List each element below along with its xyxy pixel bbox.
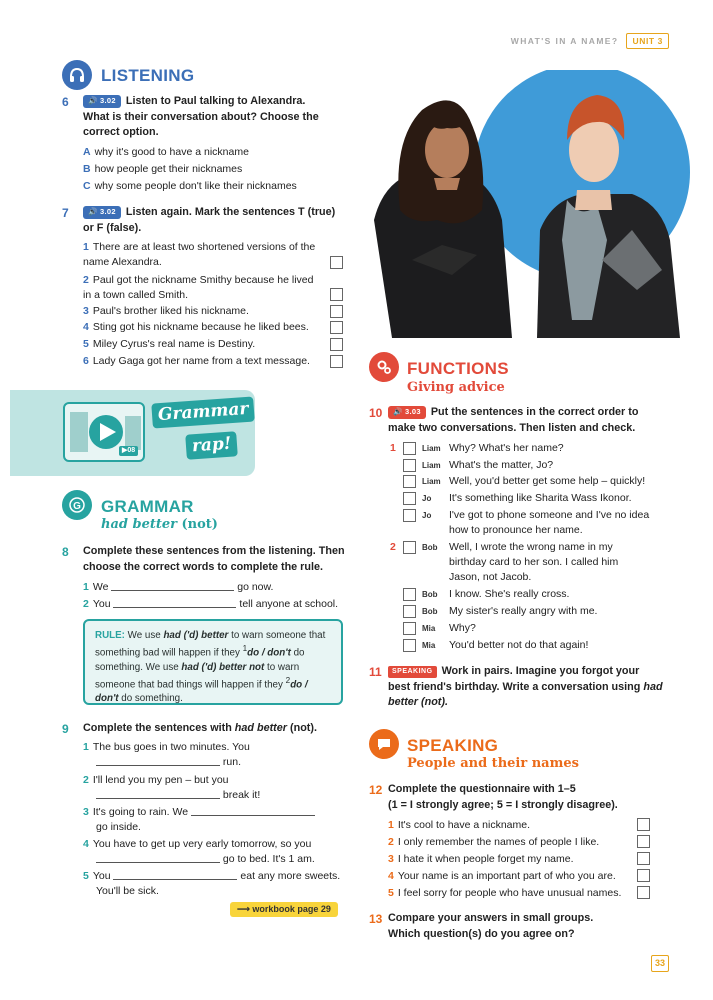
item-text: There are at least two shortened versions of the name Alexandra. <box>83 241 316 269</box>
item-number: 5 <box>83 338 89 350</box>
functions-section-icon <box>369 352 399 382</box>
conversation-number: 1 <box>390 442 396 454</box>
order-box[interactable] <box>403 475 416 488</box>
grammar-section-icon <box>62 490 92 520</box>
item-line: You have to get up very early tomorrow, so you <box>92 838 312 850</box>
ex6-instruction <box>83 94 333 141</box>
item-number: 2 <box>388 836 394 848</box>
ex7-instruction <box>83 205 348 236</box>
item-number: 5 <box>388 887 394 899</box>
rule-had-better-not: had ('d) better not <box>181 661 265 673</box>
rating-box[interactable] <box>637 852 650 865</box>
conversation-line <box>388 638 678 655</box>
ex9-instruction-c: (not). <box>290 722 317 734</box>
ex9-instruction-a: Complete the sentences with <box>83 722 232 734</box>
ex7-item <box>83 337 255 352</box>
conversation-number: 2 <box>390 541 396 553</box>
workbook-link[interactable]: ⟶ workbook page 29 <box>230 902 338 917</box>
tf-checkbox[interactable] <box>330 321 343 334</box>
answer-gap[interactable] <box>111 581 234 591</box>
item-text: I only remember the names of people I like. <box>397 836 600 848</box>
answer-gap[interactable] <box>96 789 220 799</box>
item-number: 4 <box>388 870 394 882</box>
grammar-rap-word2: rap! <box>185 431 238 459</box>
tf-checkbox[interactable] <box>330 355 343 368</box>
order-box[interactable] <box>403 459 416 472</box>
utterance: It's something like Sharita Wass Ikonor. <box>449 492 632 504</box>
gears-icon <box>375 358 393 376</box>
item-number: 5 <box>83 870 89 882</box>
tf-checkbox[interactable] <box>330 288 343 301</box>
ex9-item <box>83 837 343 867</box>
video-badge: ▶08 <box>119 446 138 456</box>
option-text: how people get their nicknames <box>94 163 243 175</box>
rule-text: to warn someone that bad things will happen if they <box>95 661 300 691</box>
ex13-number: 13 <box>369 912 383 926</box>
tf-checkbox[interactable] <box>330 256 343 269</box>
answer-gap[interactable] <box>96 756 220 766</box>
option-letter: B <box>83 163 91 175</box>
order-box[interactable] <box>403 492 416 505</box>
order-box[interactable] <box>403 622 416 635</box>
ex10-number: 10 <box>369 406 383 420</box>
item-number: 1 <box>83 581 89 593</box>
item-post: go now. <box>237 581 274 593</box>
item-number: 3 <box>83 806 89 818</box>
rule-text: do something. <box>121 693 183 705</box>
utterance: My sister's really angry with me. <box>449 605 598 617</box>
item-number: 3 <box>388 853 394 865</box>
rule-had-better: had ('d) better <box>163 630 229 641</box>
speaker-name: Jo <box>422 494 432 503</box>
ex12-instruction <box>388 782 663 813</box>
ex7-item <box>83 240 323 270</box>
ex8-item <box>83 580 273 595</box>
questionnaire-item <box>388 852 574 867</box>
rule-text: do something. We use <box>95 647 305 673</box>
ex9-instruction-b: had better <box>234 722 287 734</box>
grammar-title: GRAMMAR <box>101 497 194 516</box>
option-text: why it's good to have a nickname <box>94 146 249 158</box>
item-number: 1 <box>388 819 394 831</box>
tf-checkbox[interactable] <box>330 305 343 318</box>
rating-box[interactable] <box>637 869 650 882</box>
item-pre: You <box>92 870 111 882</box>
svg-text:G: G <box>73 501 81 512</box>
grammar-rap-word1: Grammar <box>151 396 255 428</box>
grammar-subtitle <box>101 516 218 535</box>
option-letter: A <box>83 146 91 158</box>
speaker-name: Liam <box>422 477 441 486</box>
rating-box[interactable] <box>637 835 650 848</box>
listening-title: LISTENING <box>101 66 195 85</box>
item-pre: We <box>92 581 109 593</box>
speaker-name: Mia <box>422 624 436 633</box>
grammar-rap-banner[interactable] <box>10 390 255 476</box>
item-line: You'll be sick. <box>96 885 159 898</box>
ex8-number: 8 <box>62 545 69 559</box>
speaker-name: Jo <box>422 511 432 520</box>
grammar-rule-box <box>83 619 343 705</box>
option-text: why some people don't like their nicknames <box>94 180 297 192</box>
speaker-name: Liam <box>422 444 441 453</box>
grammar-g-icon <box>68 496 86 514</box>
workbook-text: workbook page 29 <box>252 904 331 914</box>
order-box[interactable] <box>403 541 416 554</box>
rating-box[interactable] <box>637 818 650 831</box>
speaker-name: Mia <box>422 641 436 650</box>
ex6-option-c[interactable] <box>83 179 297 194</box>
audio-badge[interactable]: 🔊 3.02 <box>83 95 121 108</box>
speaking-tag: SPEAKING <box>388 666 437 678</box>
speaking-section-icon <box>369 729 399 759</box>
utterance: Well, I wrote the wrong name in my birthday card to her son. I called him Jason, not Jacob. <box>449 541 619 584</box>
speaker-name: Liam <box>422 461 441 470</box>
conversation-line <box>388 587 678 604</box>
item-post: eat any more sweets. <box>240 870 341 882</box>
order-box[interactable] <box>403 442 416 455</box>
rule-text: We use <box>127 630 161 641</box>
functions-subtitle: Giving advice <box>407 380 505 395</box>
ex9-number: 9 <box>62 722 69 736</box>
ex9-item <box>83 773 343 803</box>
answer-gap[interactable] <box>113 870 237 880</box>
rule-gap-number: 1 <box>242 644 248 654</box>
utterance: Why? What's her name? <box>449 442 564 454</box>
video-badge-number: 08 <box>127 447 136 454</box>
ex7-number: 7 <box>62 206 69 220</box>
ex11-number: 11 <box>369 665 382 679</box>
header-title: WHAT'S IN A NAME? <box>510 36 619 46</box>
conversation-line <box>388 491 678 508</box>
item-number: 2 <box>83 598 89 610</box>
speech-bubble-icon <box>375 735 393 753</box>
headphones-icon <box>68 66 86 84</box>
item-number: 4 <box>83 321 89 333</box>
item-number: 4 <box>83 838 89 850</box>
utterance: I know. She's really cross. <box>449 588 570 600</box>
ex10-instruction <box>388 405 663 436</box>
order-box[interactable] <box>403 639 416 652</box>
rule-choice-2[interactable]: do / don't <box>95 679 308 705</box>
answer-gap[interactable] <box>113 598 236 608</box>
conversation-line <box>388 474 678 491</box>
running-header <box>511 33 669 49</box>
ex9-instruction <box>83 721 317 737</box>
photo-two-students <box>362 70 690 338</box>
rating-box[interactable] <box>637 886 650 899</box>
conversation-line <box>388 508 678 540</box>
ex12-instruction-b: (1 = I strongly agree; 5 = I strongly disagree). <box>388 798 618 811</box>
audio-track: 3.03 <box>405 407 421 416</box>
item-number: 2 <box>83 274 89 286</box>
item-text: Paul got the nickname Smithy because he lived in a town called Smith. <box>83 274 314 302</box>
item-number: 1 <box>83 241 89 253</box>
grammar-subtitle-b: (not) <box>181 517 218 532</box>
item-line: It's going to rain. We <box>92 806 189 818</box>
ex12-instruction-a: Complete the questionnaire with 1–5 <box>388 783 576 795</box>
questionnaire-item <box>388 886 621 901</box>
item-line: The bus goes in two minutes. You <box>92 741 250 753</box>
speaking-title: SPEAKING <box>407 736 499 755</box>
item-number: 3 <box>83 305 89 317</box>
item-line: I'll lend you my pen – but you <box>92 774 229 786</box>
item-post: run. <box>222 756 242 769</box>
audio-track: 3.02 <box>100 207 116 216</box>
item-text: Lady Gaga got her name from a text message. <box>92 355 310 367</box>
functions-title: FUNCTIONS <box>407 359 509 378</box>
item-post: break it! <box>222 789 261 802</box>
conversation-line <box>388 540 678 588</box>
rule-gap-number: 2 <box>285 675 291 685</box>
ex10-instruction-text: Put the sentences in the correct order to make two conversations. Then listen and check. <box>388 406 639 434</box>
audio-badge[interactable]: 🔊 3.02 <box>83 206 121 219</box>
ex13-instruction: Compare your answers in small groups. Which question(s) do you agree on? <box>388 912 594 940</box>
ex7-item <box>83 273 323 303</box>
item-text: Miley Cyrus's real name is Destiny. <box>92 338 256 350</box>
ex11-instruction-a: Work in pairs. Imagine you forgot your best friend's birthday. Write a conversation using <box>388 665 641 693</box>
rule-label: RULE: <box>95 630 125 641</box>
utterance: Well, you'd better get some help – quickly! <box>449 475 646 487</box>
ex11-instruction <box>388 664 663 711</box>
photo <box>362 70 690 338</box>
ex6-option-a[interactable] <box>83 145 249 160</box>
item-pre: You <box>92 598 111 610</box>
option-letter: C <box>83 180 91 192</box>
item-post: go inside. <box>96 821 141 834</box>
ex7-item <box>83 354 310 369</box>
item-text: It's cool to have a nickname. <box>397 819 531 831</box>
item-number: 1 <box>83 741 89 753</box>
questionnaire-item <box>388 835 599 850</box>
ex9-item <box>83 805 343 835</box>
ex6-number: 6 <box>62 95 69 109</box>
ex9-item <box>83 740 343 770</box>
item-post: tell anyone at school. <box>239 598 339 610</box>
speaker-name: Bob <box>422 590 438 599</box>
speaker-name: Bob <box>422 607 438 616</box>
rule-text: to warn someone that something bad will happen if they <box>95 630 326 659</box>
audio-badge[interactable]: 🔊 3.03 <box>388 406 426 419</box>
questionnaire-item <box>388 869 616 884</box>
tf-checkbox[interactable] <box>330 338 343 351</box>
grammar-subtitle-a: had better <box>101 517 177 532</box>
item-text: I feel sorry for people who have unusual names. <box>397 887 622 899</box>
conversation-line <box>388 458 678 475</box>
video-thumbnail[interactable] <box>63 402 145 462</box>
ex7-instruction-text: Listen again. Mark the sentences T (true) or F (false). <box>83 206 336 234</box>
ex6-instruction-text: Listen to Paul talking to Alexandra. What is their conversation about? Choose the correct option. <box>83 95 319 139</box>
ex6-option-b[interactable] <box>83 162 242 177</box>
item-text: Sting got his nickname because he liked bees. <box>92 321 309 333</box>
item-text: I hate it when people forget my name. <box>397 853 574 865</box>
order-box[interactable] <box>403 588 416 601</box>
unit-badge: UNIT 3 <box>626 33 669 49</box>
utterance: What's the matter, Jo? <box>449 459 554 471</box>
ex11-instruction-b: had better (not). <box>388 680 663 709</box>
ex7-item <box>83 320 309 335</box>
speaker-name: Bob <box>422 543 438 552</box>
ex8-item <box>83 597 338 612</box>
conversation-line <box>388 441 678 458</box>
order-box[interactable] <box>403 605 416 618</box>
conversation-line <box>388 621 678 638</box>
order-box[interactable] <box>403 509 416 522</box>
ex12-number: 12 <box>369 783 383 797</box>
utterance: Why? <box>449 622 476 634</box>
item-post: go to bed. It's 1 am. <box>222 853 315 866</box>
speaking-subtitle: People and their names <box>407 756 579 771</box>
item-text: Paul's brother liked his nickname. <box>92 305 249 317</box>
questionnaire-item <box>388 818 530 833</box>
audio-track: 3.02 <box>100 96 116 105</box>
page-number: 33 <box>651 955 669 972</box>
ex7-item <box>83 304 249 319</box>
answer-gap[interactable] <box>96 853 220 863</box>
item-number: 2 <box>83 774 89 786</box>
listening-section-icon <box>62 60 92 90</box>
item-number: 6 <box>83 355 89 367</box>
item-text: Your name is an important part of who you are. <box>397 870 616 882</box>
ex8-instruction: Complete these sentences from the listening. Then choose the correct words to complete the rule. <box>83 545 345 573</box>
utterance: I've got to phone someone and I've no idea how to pronounce her name. <box>449 509 650 537</box>
answer-gap[interactable] <box>191 806 315 816</box>
conversation-line <box>388 604 678 621</box>
ex9-item <box>83 869 343 899</box>
utterance: You'd better not do that again! <box>449 639 589 651</box>
rule-choice-1[interactable]: do / don't <box>247 647 291 659</box>
